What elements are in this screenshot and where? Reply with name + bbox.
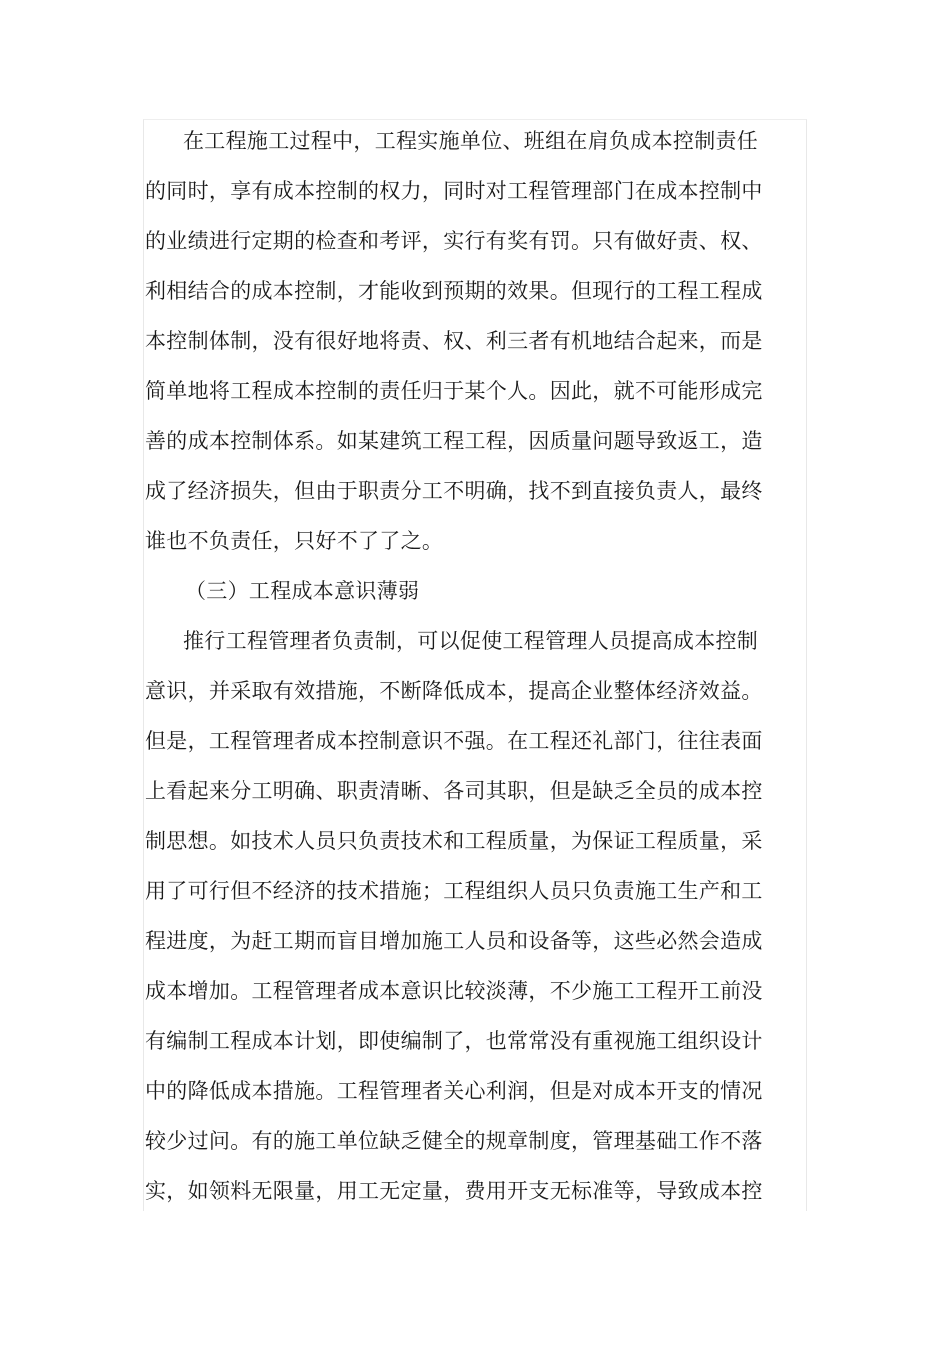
paragraph-line: 的同时，享有成本控制的权力，同时对工程管理部门在成本控制中 [145, 179, 763, 203]
paragraph-line: 中的降低成本措施。工程管理者关心利润，但是对成本开支的情况 [145, 1079, 763, 1103]
paragraph-line: 善的成本控制体系。如某建筑工程工程，因质量问题导致返工，造 [145, 429, 763, 453]
paragraph-line: 成了经济损失，但由于职责分工不明确，找不到直接负责人，最终 [145, 479, 763, 503]
paragraph-line: 利相结合的成本控制，才能收到预期的效果。但现行的工程工程成 [145, 279, 763, 303]
paragraph-line: 有编制工程成本计划，即使编制了，也常常没有重视施工组织设计 [145, 1029, 763, 1053]
paragraph-line: 程进度，为赶工期而盲目增加施工人员和设备等，这些必然会造成 [145, 929, 763, 953]
paragraph-line: 的业绩进行定期的检查和考评，实行有奖有罚。只有做好责、权、 [145, 229, 763, 253]
paragraph-line: 谁也不负责任，只好不了了之。 [145, 529, 444, 553]
paragraph-line: 成本增加。工程管理者成本意识比较淡薄，不少施工工程开工前没 [145, 979, 763, 1003]
paragraph-line: 本控制体制，没有很好地将责、权、利三者有机地结合起来，而是 [145, 329, 763, 353]
paragraph-line: 简单地将工程成本控制的责任归于某个人。因此，就不可能形成完 [145, 379, 763, 403]
paragraph-line: 较少过问。有的施工单位缺乏健全的规章制度，管理基础工作不落 [145, 1129, 763, 1153]
paragraph-line: 用了可行但不经济的技术措施；工程组织人员只负责施工生产和工 [145, 879, 763, 903]
paragraph-line: 推行工程管理者负责制，可以促使工程管理人员提高成本控制 [183, 629, 759, 653]
paragraph-line: 实，如领料无限量，用工无定量，费用开支无标准等，导致成本控 [145, 1179, 763, 1203]
section-heading: （三）工程成本意识薄弱 [185, 579, 420, 603]
paragraph-1 [145, 116, 763, 1216]
paragraph-line: 但是，工程管理者成本控制意识不强。在工程还礼部门，往往表面 [145, 729, 763, 753]
paragraph-line: 上看起来分工明确、职责清晰、各司其职，但是缺乏全员的成本控 [145, 779, 763, 803]
paragraph-line: 意识，并采取有效措施，不断降低成本，提高企业整体经济效益。 [145, 679, 763, 703]
paragraph-line: 制思想。如技术人员只负责技术和工程质量，为保证工程质量，采 [145, 829, 763, 853]
paragraph-line: 在工程施工过程中，工程实施单位、班组在肩负成本控制责任 [183, 129, 759, 153]
